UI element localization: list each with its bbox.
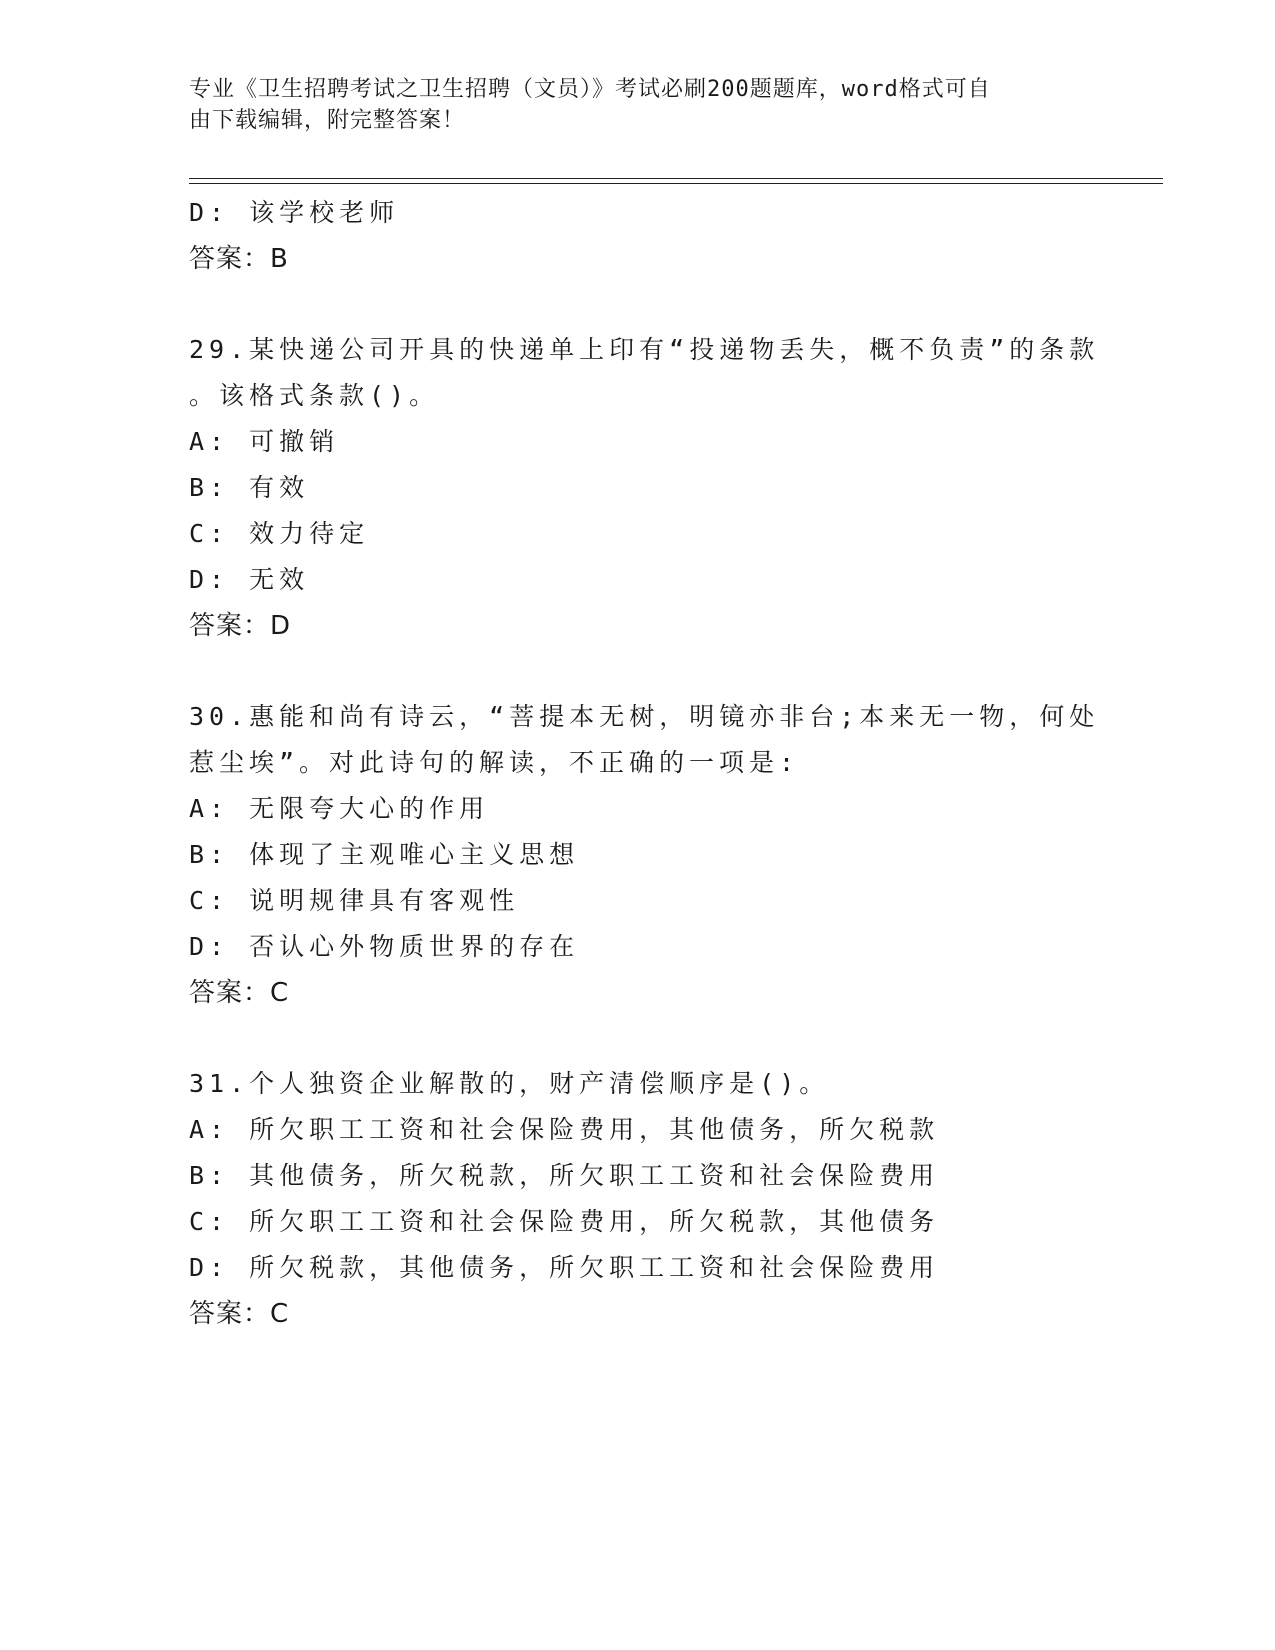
option-d: D: 无效 [189,565,310,594]
option-a: A: 无限夸大心的作用 [189,794,490,823]
document-header [189,74,1069,136]
option-c: C: 所欠职工工资和社会保险费用，所欠税款，其他债务 [189,1207,940,1236]
spacer [189,1016,1089,1061]
question-stem: 30.惠能和尚有诗云，“菩提本无树，明镜亦非台;本来无一物，何处 [189,702,1100,731]
option-c: C: 说明规律具有客观性 [189,886,520,915]
option-b: B: 体现了主观唯心主义思想 [189,840,580,869]
question-31 [189,1061,1089,1337]
question-28-tail [189,190,1089,282]
option-a: A: 可撤销 [189,427,340,456]
question-stem: 29.某快递公司开具的快递单上印有“投递物丢失，概不负责”的条款 [189,335,1100,364]
answer: 答案：C [189,1299,290,1329]
header-line-2: 由下载编辑，附完整答案！ [189,108,466,133]
question-29 [189,327,1100,649]
answer: 答案：C [189,978,290,1008]
question-30 [189,694,1100,1016]
option-a: A: 所欠职工工资和社会保险费用，其他债务，所欠税款 [189,1115,940,1144]
option-d: D: 该学校老师 [189,198,400,227]
option-d: D: 否认心外物质世界的存在 [189,932,580,961]
question-stem: 31.个人独资企业解散的，财产清偿顺序是()。 [189,1069,830,1098]
question-stem-continued: 。该格式条款()。 [189,381,440,410]
option-c: C: 效力待定 [189,519,370,548]
spacer [189,649,1089,694]
header-divider-top [189,178,1163,179]
answer: 答案：D [189,611,292,641]
option-b: B: 其他债务，所欠税款，所欠职工工资和社会保险费用 [189,1161,940,1190]
option-b: B: 有效 [189,473,310,502]
header-line-1: 专业《卫生招聘考试之卫生招聘（文员）》考试必刷200题题库，word格式可自 [189,77,991,102]
question-stem-continued: 惹尘埃”。对此诗句的解读，不正确的一项是: [189,748,800,777]
header-divider-bottom [189,183,1163,184]
answer: 答案：B [189,244,289,274]
question-list [189,190,1100,1337]
spacer [189,282,1089,327]
option-d: D: 所欠税款，其他债务，所欠职工工资和社会保险费用 [189,1253,940,1282]
